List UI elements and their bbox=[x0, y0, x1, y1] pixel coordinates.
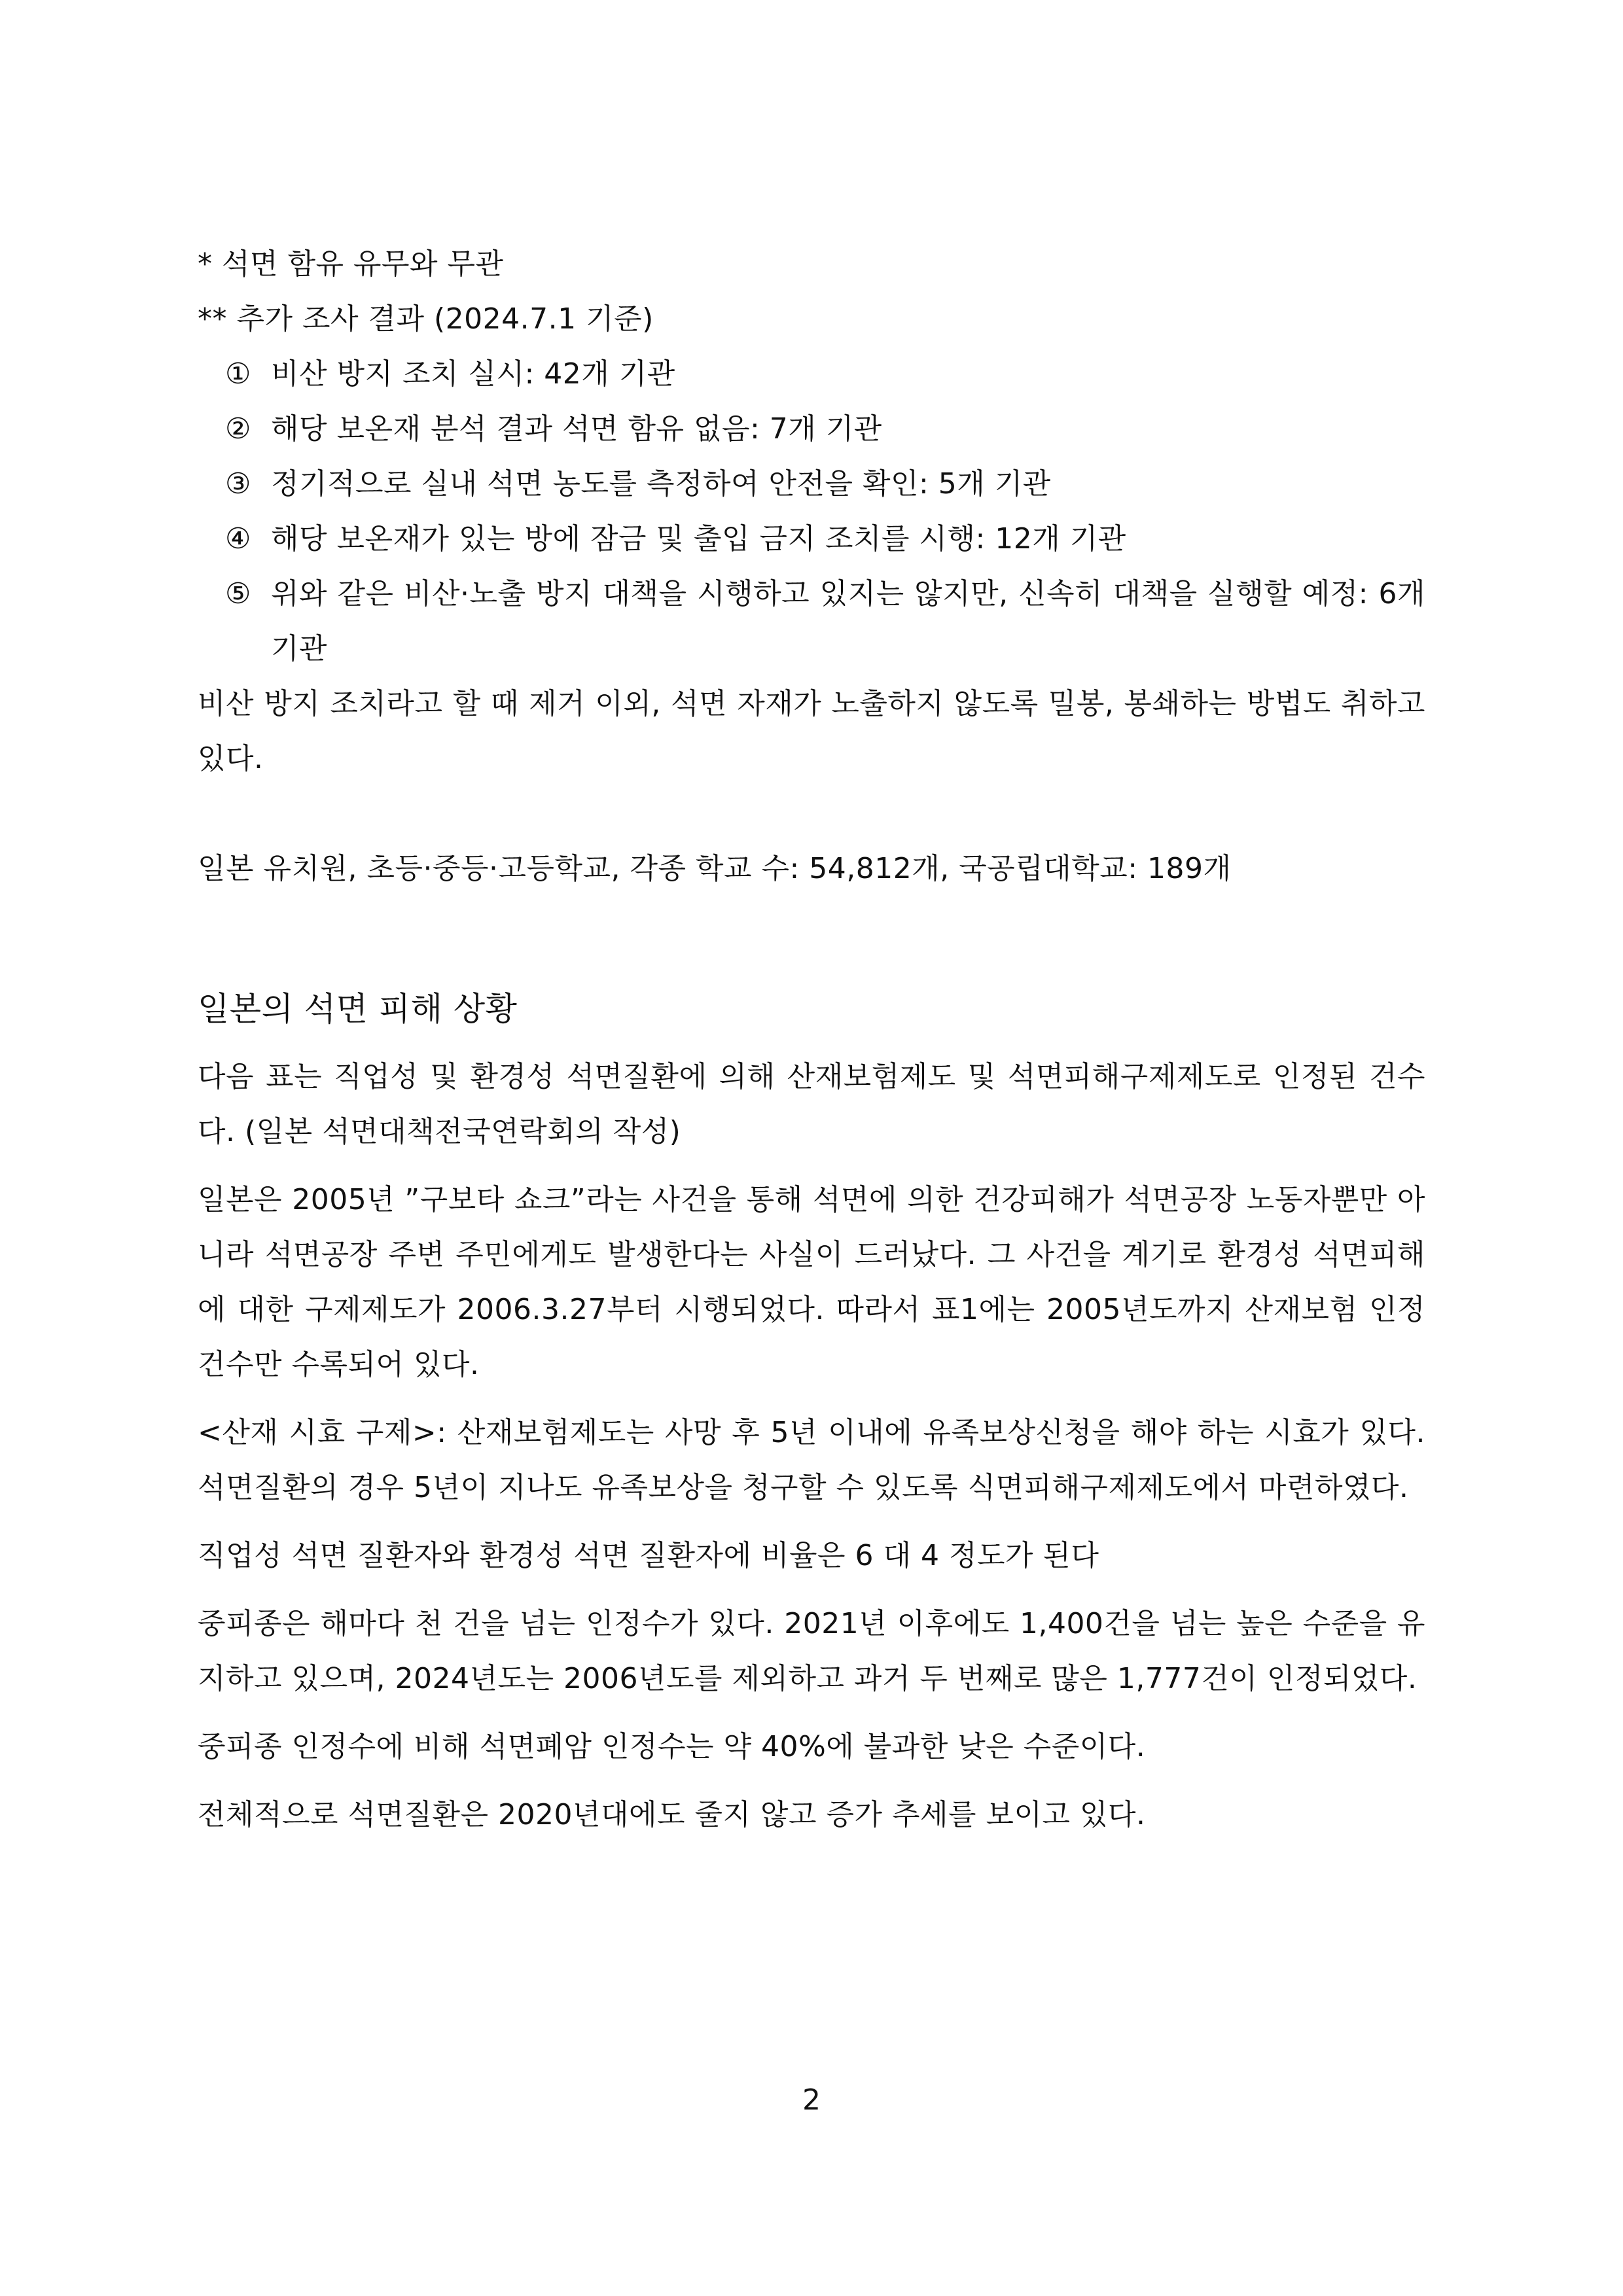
section-heading: 일본의 석면 피해 상황 bbox=[198, 990, 518, 1028]
list-item bbox=[198, 512, 1425, 567]
paragraph-ratio: 직업성 석면 질환자와 환경성 석면 질환자에 비율은 6 대 4 정도가 된다 bbox=[198, 1539, 1099, 1572]
paragraph-mesothelioma: 중피종은 해마다 천 건을 넘는 인정수가 있다. 2021년 이후에도 1,400건을 넘는 높은 수준을 유지하고 있으며, 2024년도는 2006년도를 제외하고 과거 두 번째로 많은 1,777건이 인정되었다. bbox=[198, 1607, 1425, 1695]
paragraph-kubota-shock: 일본은 2005년 ”구보타 쇼크”라는 사건을 통해 석면에 의한 건강피해가 석면공장 노동자뿐만 아니라 석면공장 주변 주민에게도 발생한다는 사실이 드러났다. 그 사건을 계기로 환경성 석면피해에 대한 구제제도가 2006.3.27부터 시행되었다. 따라서 표1에는 2005년도까지 산재보험 인정 건수만 수록되어 있다. bbox=[198, 1183, 1425, 1381]
list-marker: ③ bbox=[225, 467, 251, 501]
list-marker: ⑤ bbox=[225, 577, 251, 610]
list-item-text: 해당 보온재 분석 결과 석면 함유 없음: 7개 기관 bbox=[271, 412, 882, 446]
page-number: 2 bbox=[802, 2083, 821, 2117]
list-item bbox=[198, 347, 1425, 402]
paragraph-statute-relief: <산재 시효 구제>: 산재보험제도는 사망 후 5년 이내에 유족보상신청을 해야 하는 시효가 있다. 석면질환의 경우 5년이 지나도 유족보상을 청구할 수 있도록 식면피해구제제도에서 마련하였다. bbox=[198, 1416, 1425, 1504]
footnote-additional-survey: ** 추가 조사 결과 (2024.7.1 기준) bbox=[198, 302, 654, 336]
list-item-text: 비산 방지 조치 실시: 42개 기관 bbox=[271, 357, 675, 391]
school-count-line: 일본 유치원, 초등·중등·고등학교, 각종 학교 수: 54,812개, 국공립대학교: 189개 bbox=[198, 852, 1232, 885]
list-marker: ② bbox=[225, 412, 251, 446]
list-item bbox=[198, 402, 1425, 457]
paragraph-table-intro: 다음 표는 직업성 및 환경성 석면질환에 의해 산재보험제도 및 석면피해구제제도로 인정된 건수다. (일본 석면대책전국연락회의 작성) bbox=[198, 1060, 1425, 1148]
list-marker: ① bbox=[225, 357, 251, 391]
list-item-text: 위와 같은 비산·노출 방지 대책을 시행하고 있지는 않지만, 신속히 대책을 실행할 예정: 6개 기관 bbox=[271, 577, 1425, 665]
containment-note: 비산 방지 조치라고 할 때 제거 이외, 석면 자재가 노출하지 않도록 밀봉, 봉쇄하는 방법도 취하고 있다. bbox=[198, 687, 1425, 775]
paragraph-lung-cancer: 중피종 인정수에 비해 석면폐암 인정수는 약 40%에 불과한 낮은 수준이다. bbox=[198, 1730, 1146, 1763]
list-item bbox=[198, 567, 1425, 677]
list-marker: ④ bbox=[225, 522, 251, 556]
paragraph-trend: 전체적으로 석면질환은 2020년대에도 줄지 않고 증가 추세를 보이고 있다. bbox=[198, 1798, 1146, 1831]
footnote-asbestos-content: * 석면 함유 유무와 무관 bbox=[198, 247, 504, 281]
list-item bbox=[198, 457, 1425, 512]
list-item-text: 해당 보온재가 있는 방에 잠금 및 출입 금지 조치를 시행: 12개 기관 bbox=[271, 522, 1126, 556]
list-item-text: 정기적으로 실내 석면 농도를 측정하여 안전을 확인: 5개 기관 bbox=[271, 467, 1051, 501]
survey-results-list bbox=[198, 347, 1425, 677]
page-content bbox=[198, 237, 1425, 1856]
